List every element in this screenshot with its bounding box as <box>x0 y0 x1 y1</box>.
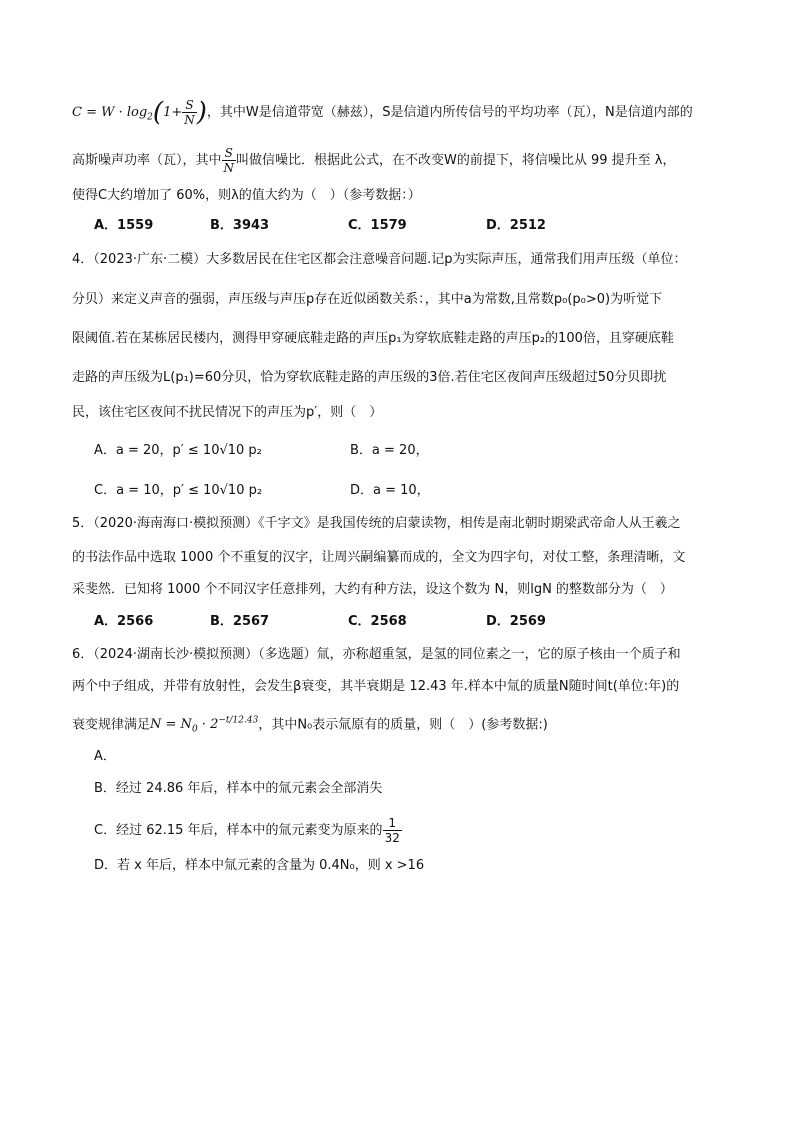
q5-line2: 的书法作品中选取 1000 个不重复的汉字，让周兴嗣编纂而成的，全文为四字句，对仗工整，条理清晰，文 <box>72 550 686 565</box>
q4-option-a: A．a = 20，p′ ≤ 10√10 p₂ <box>94 443 262 458</box>
q5-option-c: C．2568 <box>348 614 407 629</box>
q5-line3: 采斐然．已知将 1000 个不同汉字任意排列，大约有种方法，设这个数为 N，则lgN 的整数部分为（ ） <box>72 582 673 597</box>
q4-line4: 走路的声压级为L(p₁)=60分贝，恰为穿软底鞋走路的声压级的3倍.若住宅区夜间声压级超过50分贝即扰 <box>72 370 667 385</box>
q6-line1: 6．（2024·湖南长沙·模拟预测）（多选题）氚，亦称超重氢，是氢的同位素之一，它的原子核由一个质子和 <box>72 647 681 662</box>
q6-option-d: D．若 x 年后，样本中氚元素的含量为 0.4N₀，则 x >16 <box>94 858 425 873</box>
q3-line3: 使得C大约增加了 60%，则λ的值大约为（ ）（参考数据：） <box>72 188 421 203</box>
snr-fraction: $\frac{S}{N}$ <box>223 146 235 175</box>
q6-option-b: B．经过 24.86 年后，样本中的氚元素会全部消失 <box>94 781 383 796</box>
q6-option-c: C．经过 62.15 年后，样本中的氚元素变为原来的 $\frac{1}{32}$ <box>94 816 400 845</box>
q5-line1: 5．（2020·海南海口·模拟预测）《千字文》是我国传统的启蒙读物，相传是南北朝时期梁武帝命人从王羲之 <box>72 516 681 531</box>
decay-formula: $N = N_0 \cdot 2^{-t/12.43}$ <box>150 716 259 735</box>
shannon-formula: $C = W \cdot \log_2(1+$ $\frac{S}{N}$ ) <box>72 97 207 128</box>
q4-line1: 4．（2023·广东·二模）大多数居民在住宅区都会注意噪音问题.记p为实际声压，通常我们用声压级（单位： <box>72 252 687 267</box>
q3-line2: 高斯噪声功率（瓦），其中 $\frac{S}{N}$ 叫做信噪比．根据此公式，在不改变W的前提下，将信噪比从 99 提升至 λ， <box>72 146 676 175</box>
q6-line2: 两个中子组成，并带有放射性，会发生β衰变，其半衰期是 12.43 年.样本中氚的质量N随时间t(单位:年)的 <box>72 679 680 694</box>
q4-option-c: C．a = 10，p′ ≤ 10√10 p₂ <box>94 483 263 498</box>
q5-option-b: B．2567 <box>210 614 270 629</box>
q6-option-a: A． <box>94 749 116 764</box>
q3-option-b: B．3943 <box>210 218 270 233</box>
q4-line3: 限阈值.若在某栋居民楼内，测得甲穿硬底鞋走路的声压p₁为穿软底鞋走路的声压p₂的100倍，且穿硬底鞋 <box>72 331 674 346</box>
q3-option-a: A．1559 <box>94 218 154 233</box>
q6-line3: 衰变规律满足$N = N_0 \cdot 2^{-t/12.43}$，其中N₀表示氚原有的质量，则（ ）(参考数据:) <box>72 716 548 735</box>
q3-option-c: C．1579 <box>348 218 407 233</box>
one-over-32-fraction: $\frac{1}{32}$ <box>384 816 400 845</box>
q3-option-d: D．2512 <box>486 218 546 233</box>
q5-option-a: A．2566 <box>94 614 154 629</box>
q4-line2: 分贝）来定义声音的强弱，声压级与声压p存在近似函数关系：，其中a为常数,且常数p₀(p₀>0)为听觉下 <box>72 292 663 307</box>
q5-option-d: D．2569 <box>486 614 546 629</box>
q4-option-d: D．a = 10， <box>350 483 430 498</box>
q4-option-b: B．a = 20， <box>350 443 429 458</box>
q3-line1: $C = W \cdot \log_2(1+$ $\frac{S}{N}$ )，其中W是信道带宽（赫兹），S是信道内所传信号的平均功率（瓦），N是信道内部的 <box>72 97 693 128</box>
q4-line5: 民，该住宅区夜间不扰民情况下的声压为p′，则（ ） <box>72 405 383 420</box>
